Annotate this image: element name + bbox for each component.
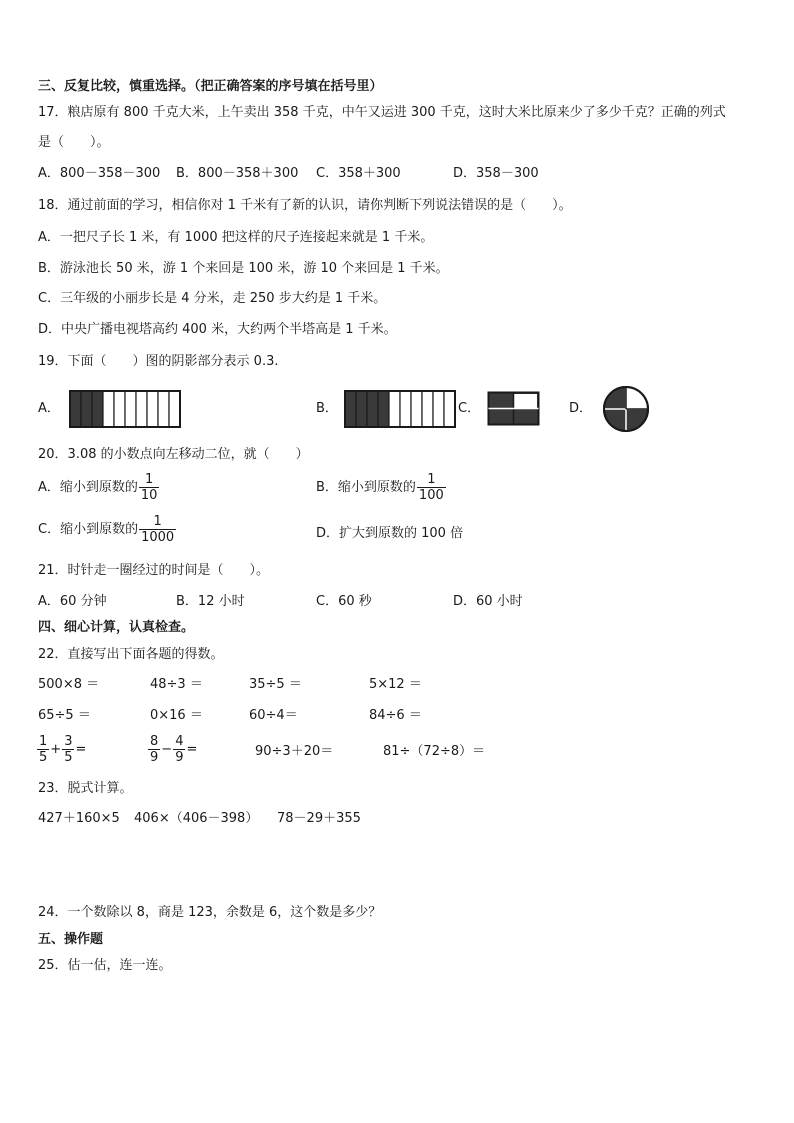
q19-figure-b-strip [343, 389, 457, 429]
q23-expression-2: 406×（406－398） [134, 811, 259, 826]
q23-expression-1: 427＋160×5 [38, 811, 120, 826]
q22-r3-item2: $\frac{8}{9}$ − $\frac{4}{9}$ = [150, 734, 198, 765]
q18-option-b: B．游泳池长 50 米，游 1 个来回是 100 米，游 10 个来回是 1 千米。 [38, 261, 449, 276]
q22-r1-item2: 48÷3 ＝ [150, 677, 203, 692]
strip-a-cell [125, 391, 136, 427]
strip-b-cell [444, 391, 455, 427]
q20-a-fraction: $\frac{1}{10}$ [140, 472, 158, 503]
q22-stem: 22．直接写出下面各题的得数。 [38, 647, 224, 662]
q19-option-c-label: C． [458, 401, 481, 416]
q20-option-a: A．缩小到原数的 $\frac{1}{10}$ [38, 472, 158, 503]
q19-stem: 19．下面（ ）图的阴影部分表示 0.3. [38, 354, 279, 369]
q22-r3-item1: $\frac{1}{5}$ + $\frac{3}{5}$ = [39, 734, 87, 765]
q20-stem: 20．3.08 的小数点向左移动二位，就（ ） [38, 447, 309, 462]
q19-figure-d-circle [602, 385, 650, 433]
strip-b-cell [356, 391, 367, 427]
strip-b-cell [422, 391, 433, 427]
strip-a-cell [114, 391, 125, 427]
q22-fraction-2b: $\frac{4}{9}$ [175, 734, 184, 765]
q23-expression-3: 78－29＋355 [277, 811, 361, 826]
q21-stem: 21．时针走一圈经过的时间是（ ）。 [38, 563, 270, 578]
q22-r2-item3: 60÷4＝ [249, 708, 298, 723]
strip-b-cell [378, 391, 389, 427]
strip-a-cell [169, 391, 180, 427]
q22-r1-item3: 35÷5 ＝ [249, 677, 302, 692]
q22-fraction-1b: $\frac{3}{5}$ [64, 734, 73, 765]
q20-option-d: D．扩大到原数的 100 倍 [316, 526, 464, 541]
q20-b-fraction: $\frac{1}{100}$ [418, 472, 444, 503]
q21-option-b: B．12 小时 [176, 594, 245, 609]
q18-option-d: D．中央广播电视塔高约 400 米，大约两个半塔高是 1 千米。 [38, 322, 397, 337]
q20-c-fraction: $\frac{1}{1000}$ [141, 514, 175, 545]
q23-stem: 23．脱式计算。 [38, 781, 133, 796]
q22-r3-item4: 81÷（72÷8）＝ [383, 744, 486, 759]
strip-b-cell [389, 391, 400, 427]
q18-stem: 18．通过前面的学习，相信你对 1 千米有了新的认识，请你判断下列说法错误的是（ ）。 [38, 198, 572, 213]
strip-a-cell [158, 391, 169, 427]
section4-heading: 四、细心计算，认真检查。 [38, 620, 195, 635]
q22-r2-item1: 65÷5 ＝ [38, 708, 91, 723]
q19-figure-a-strip [68, 389, 182, 429]
q18-option-a: A．一把尺子长 1 米，有 1000 把这样的尺子连接起来就是 1 千米。 [38, 230, 434, 245]
strip-b-cell [433, 391, 444, 427]
q22-r2-item4: 84÷6 ＝ [369, 708, 422, 723]
section3-heading: 三、反复比较，慎重选择。（把正确答案的序号填在括号里） [38, 79, 383, 94]
strip-a-cell [103, 391, 114, 427]
strip-b-cell [411, 391, 422, 427]
q22-fraction-1a: $\frac{1}{5}$ [39, 734, 48, 765]
section5-heading: 五、操作题 [38, 932, 104, 947]
q19-figure-c-rect [487, 391, 541, 427]
q17-option-d: D．358－300 [453, 166, 539, 181]
strip-a-cell [92, 391, 103, 427]
q21-option-a: A．60 分钟 [38, 594, 107, 609]
q21-option-d: D．60 小时 [453, 594, 523, 609]
q20-option-c: C．缩小到原数的 $\frac{1}{1000}$ [38, 514, 175, 545]
q22-r1-item4: 5×12 ＝ [369, 677, 422, 692]
strip-a-cell [147, 391, 158, 427]
strip-a-cell [136, 391, 147, 427]
strip-b-cell [400, 391, 411, 427]
strip-a-cell [81, 391, 92, 427]
q22-r3-item3: 90÷3＋20＝ [255, 744, 334, 759]
strip-b-cell [345, 391, 356, 427]
strip-a-cell [70, 391, 81, 427]
q17-option-b: B．800－358＋300 [176, 166, 299, 181]
strip-b-cell [367, 391, 378, 427]
q19-option-d-label: D． [569, 401, 593, 416]
q19-option-a-label: A． [38, 401, 60, 416]
q22-r2-item2: 0×16 ＝ [150, 708, 203, 723]
q24-stem: 24．一个数除以 8，商是 123，余数是 6，这个数是多少？ [38, 905, 382, 920]
q22-fraction-2a: $\frac{8}{9}$ [150, 734, 159, 765]
q17-stem-line1: 17．粮店原有 800 千克大米，上午卖出 358 千克，中午又运进 300 千克，这时大米比原来少了多少千克？正确的列式 [38, 105, 726, 120]
q25-stem: 25．估一估，连一连。 [38, 958, 172, 973]
q17-stem-line2: 是（ ）。 [38, 135, 110, 150]
q21-option-c: C．60 秒 [316, 594, 372, 609]
q19-option-b-label: B． [316, 401, 338, 416]
q17-option-c: C．358＋300 [316, 166, 401, 181]
q20-option-b: B．缩小到原数的 $\frac{1}{100}$ [316, 472, 444, 503]
q17-option-a: A．800－358－300 [38, 166, 161, 181]
q18-option-c: C．三年级的小丽步长是 4 分米，走 250 步大约是 1 千米。 [38, 291, 387, 306]
q22-r1-item1: 500×8 ＝ [38, 677, 100, 692]
